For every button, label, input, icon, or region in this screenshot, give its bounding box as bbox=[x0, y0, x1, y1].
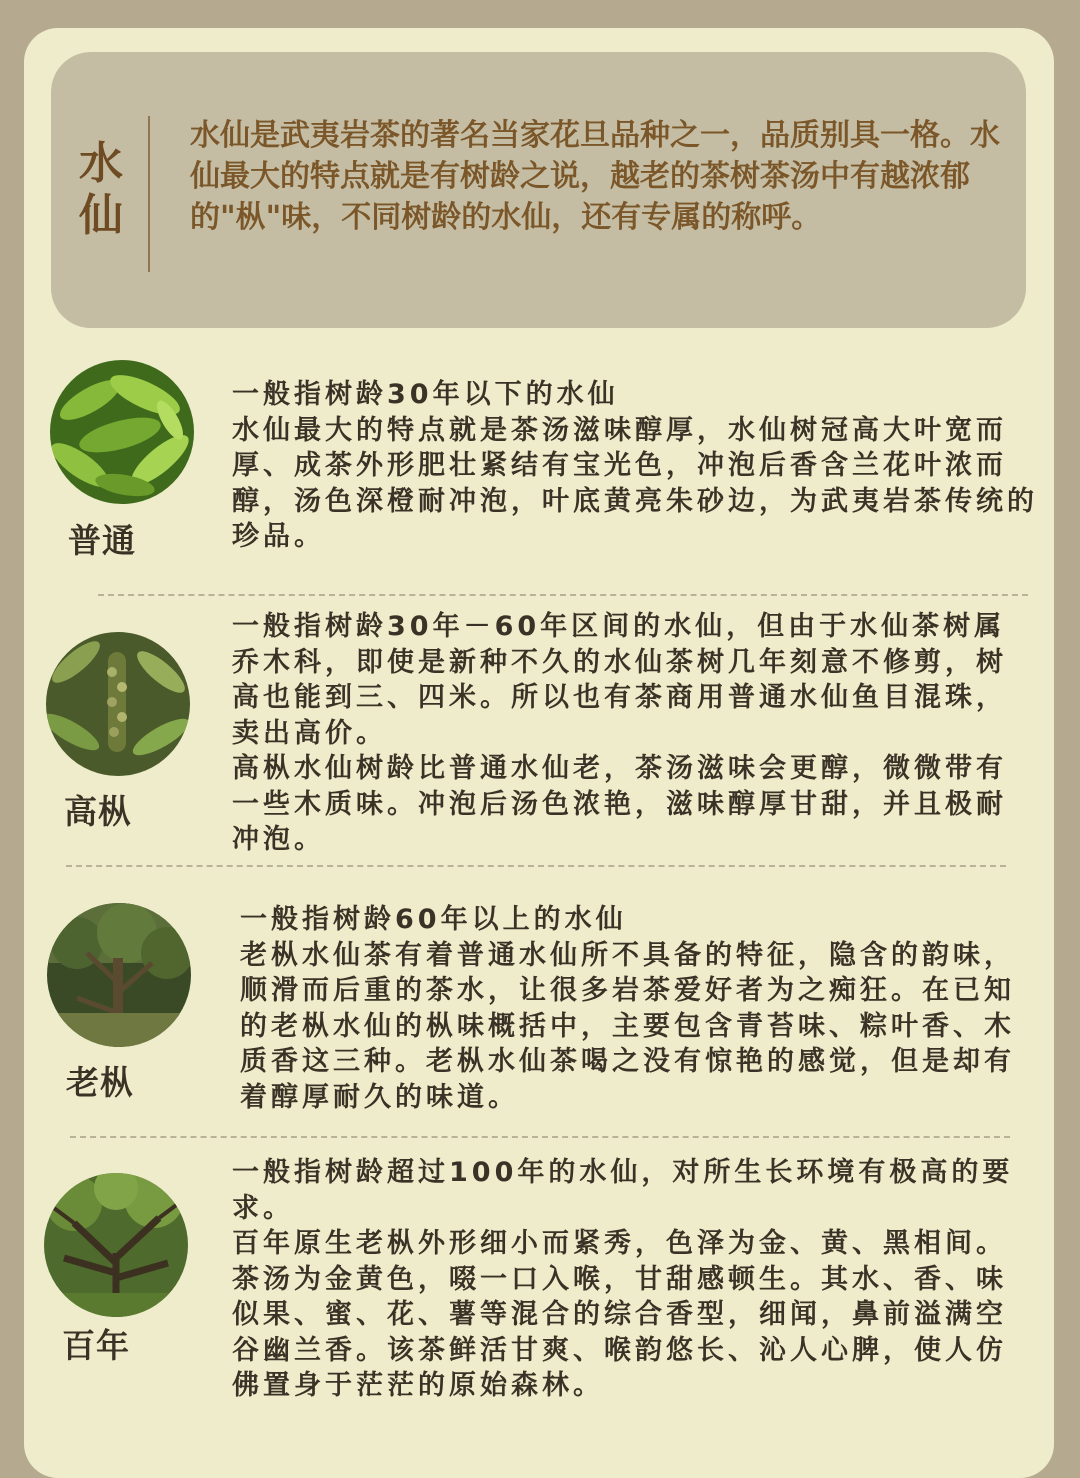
section-divider bbox=[98, 594, 1028, 596]
tea-leaves-photo-icon bbox=[50, 360, 194, 504]
section-description bbox=[232, 1155, 1032, 1404]
section-label: 百年 bbox=[62, 1326, 130, 1365]
section-paragraph: 百年原生老枞外形细小而紧秀，色泽为金、黄、黑相间。茶汤为金黄色，啜一口入喉，甘甜感顿生。其水、香、味似果、蜜、花、薯等混合的综合香型，细闻，鼻前溢满空谷幽兰香。该茶鲜活甘爽、喉韵悠长、沁人心脾，使人仿佛置身于茫茫的原始森林。 bbox=[232, 1228, 1007, 1401]
old-tea-tree-photo-icon bbox=[47, 903, 191, 1047]
section-description bbox=[232, 609, 1032, 858]
section-paragraph: 水仙最大的特点就是茶汤滋味醇厚，水仙树冠高大叶宽而厚、成茶外形肥壮紧结有宝光色，冲泡后香含兰花叶浓而醇，汤色深橙耐冲泡，叶底黄亮朱砂边，为武夷岩茶传统的珍品。 bbox=[232, 414, 1038, 552]
section-label: 老枞 bbox=[66, 1063, 134, 1102]
section-divider bbox=[66, 865, 1006, 867]
section-paragraph: 老枞水仙茶有着普通水仙所不具备的特征，隐含的韵味，顺滑而后重的茶水，让很多岩茶爱好者为之痴狂。在已知的老枞水仙的枞味概括中，主要包含青苔味、粽叶香、木质香这三种。老枞水仙茶喝之没有惊艳的感觉，但是却有着醇厚耐久的味道。 bbox=[240, 939, 1015, 1113]
intro-divider bbox=[148, 116, 150, 272]
section-label: 普通 bbox=[68, 521, 136, 560]
section-subtitle: 一般指树龄30年以下的水仙 bbox=[232, 379, 619, 410]
section-paragraph: 高枞水仙树龄比普通水仙老，茶汤滋味会更醇，微微带有一些木质味。冲泡后汤色浓艳，滋味醇厚甘甜，并且极耐冲泡。 bbox=[232, 753, 1007, 855]
section-label: 高枞 bbox=[64, 792, 132, 831]
section-subtitle: 一般指树龄超过100年的水仙，对所生长环境有极高的要求。 bbox=[232, 1157, 1014, 1224]
tea-flower-buds-photo-icon bbox=[46, 632, 190, 776]
intro-title: 水仙 bbox=[79, 138, 123, 241]
ancient-tea-tree-photo-icon bbox=[44, 1173, 188, 1317]
intro-text: 水仙是武夷岩茶的著名当家花旦品种之一，品质别具一格。水仙最大的特点就是有树龄之说，越老的茶树茶汤中有越浓郁的"枞"味，不同树龄的水仙，还有专属的称呼。 bbox=[190, 118, 1000, 235]
section-subtitle: 一般指树龄30年－60年区间的水仙，但由于水仙茶树属乔木科，即使是新种不久的水仙茶树几年刻意不修剪，树高也能到三、四米。所以也有茶商用普通水仙鱼目混珠，卖出高价。 bbox=[232, 611, 1007, 749]
section-description bbox=[240, 902, 1030, 1115]
section-description bbox=[232, 377, 1052, 555]
section-divider bbox=[70, 1136, 1010, 1138]
section-subtitle: 一般指树龄60年以上的水仙 bbox=[240, 904, 627, 935]
